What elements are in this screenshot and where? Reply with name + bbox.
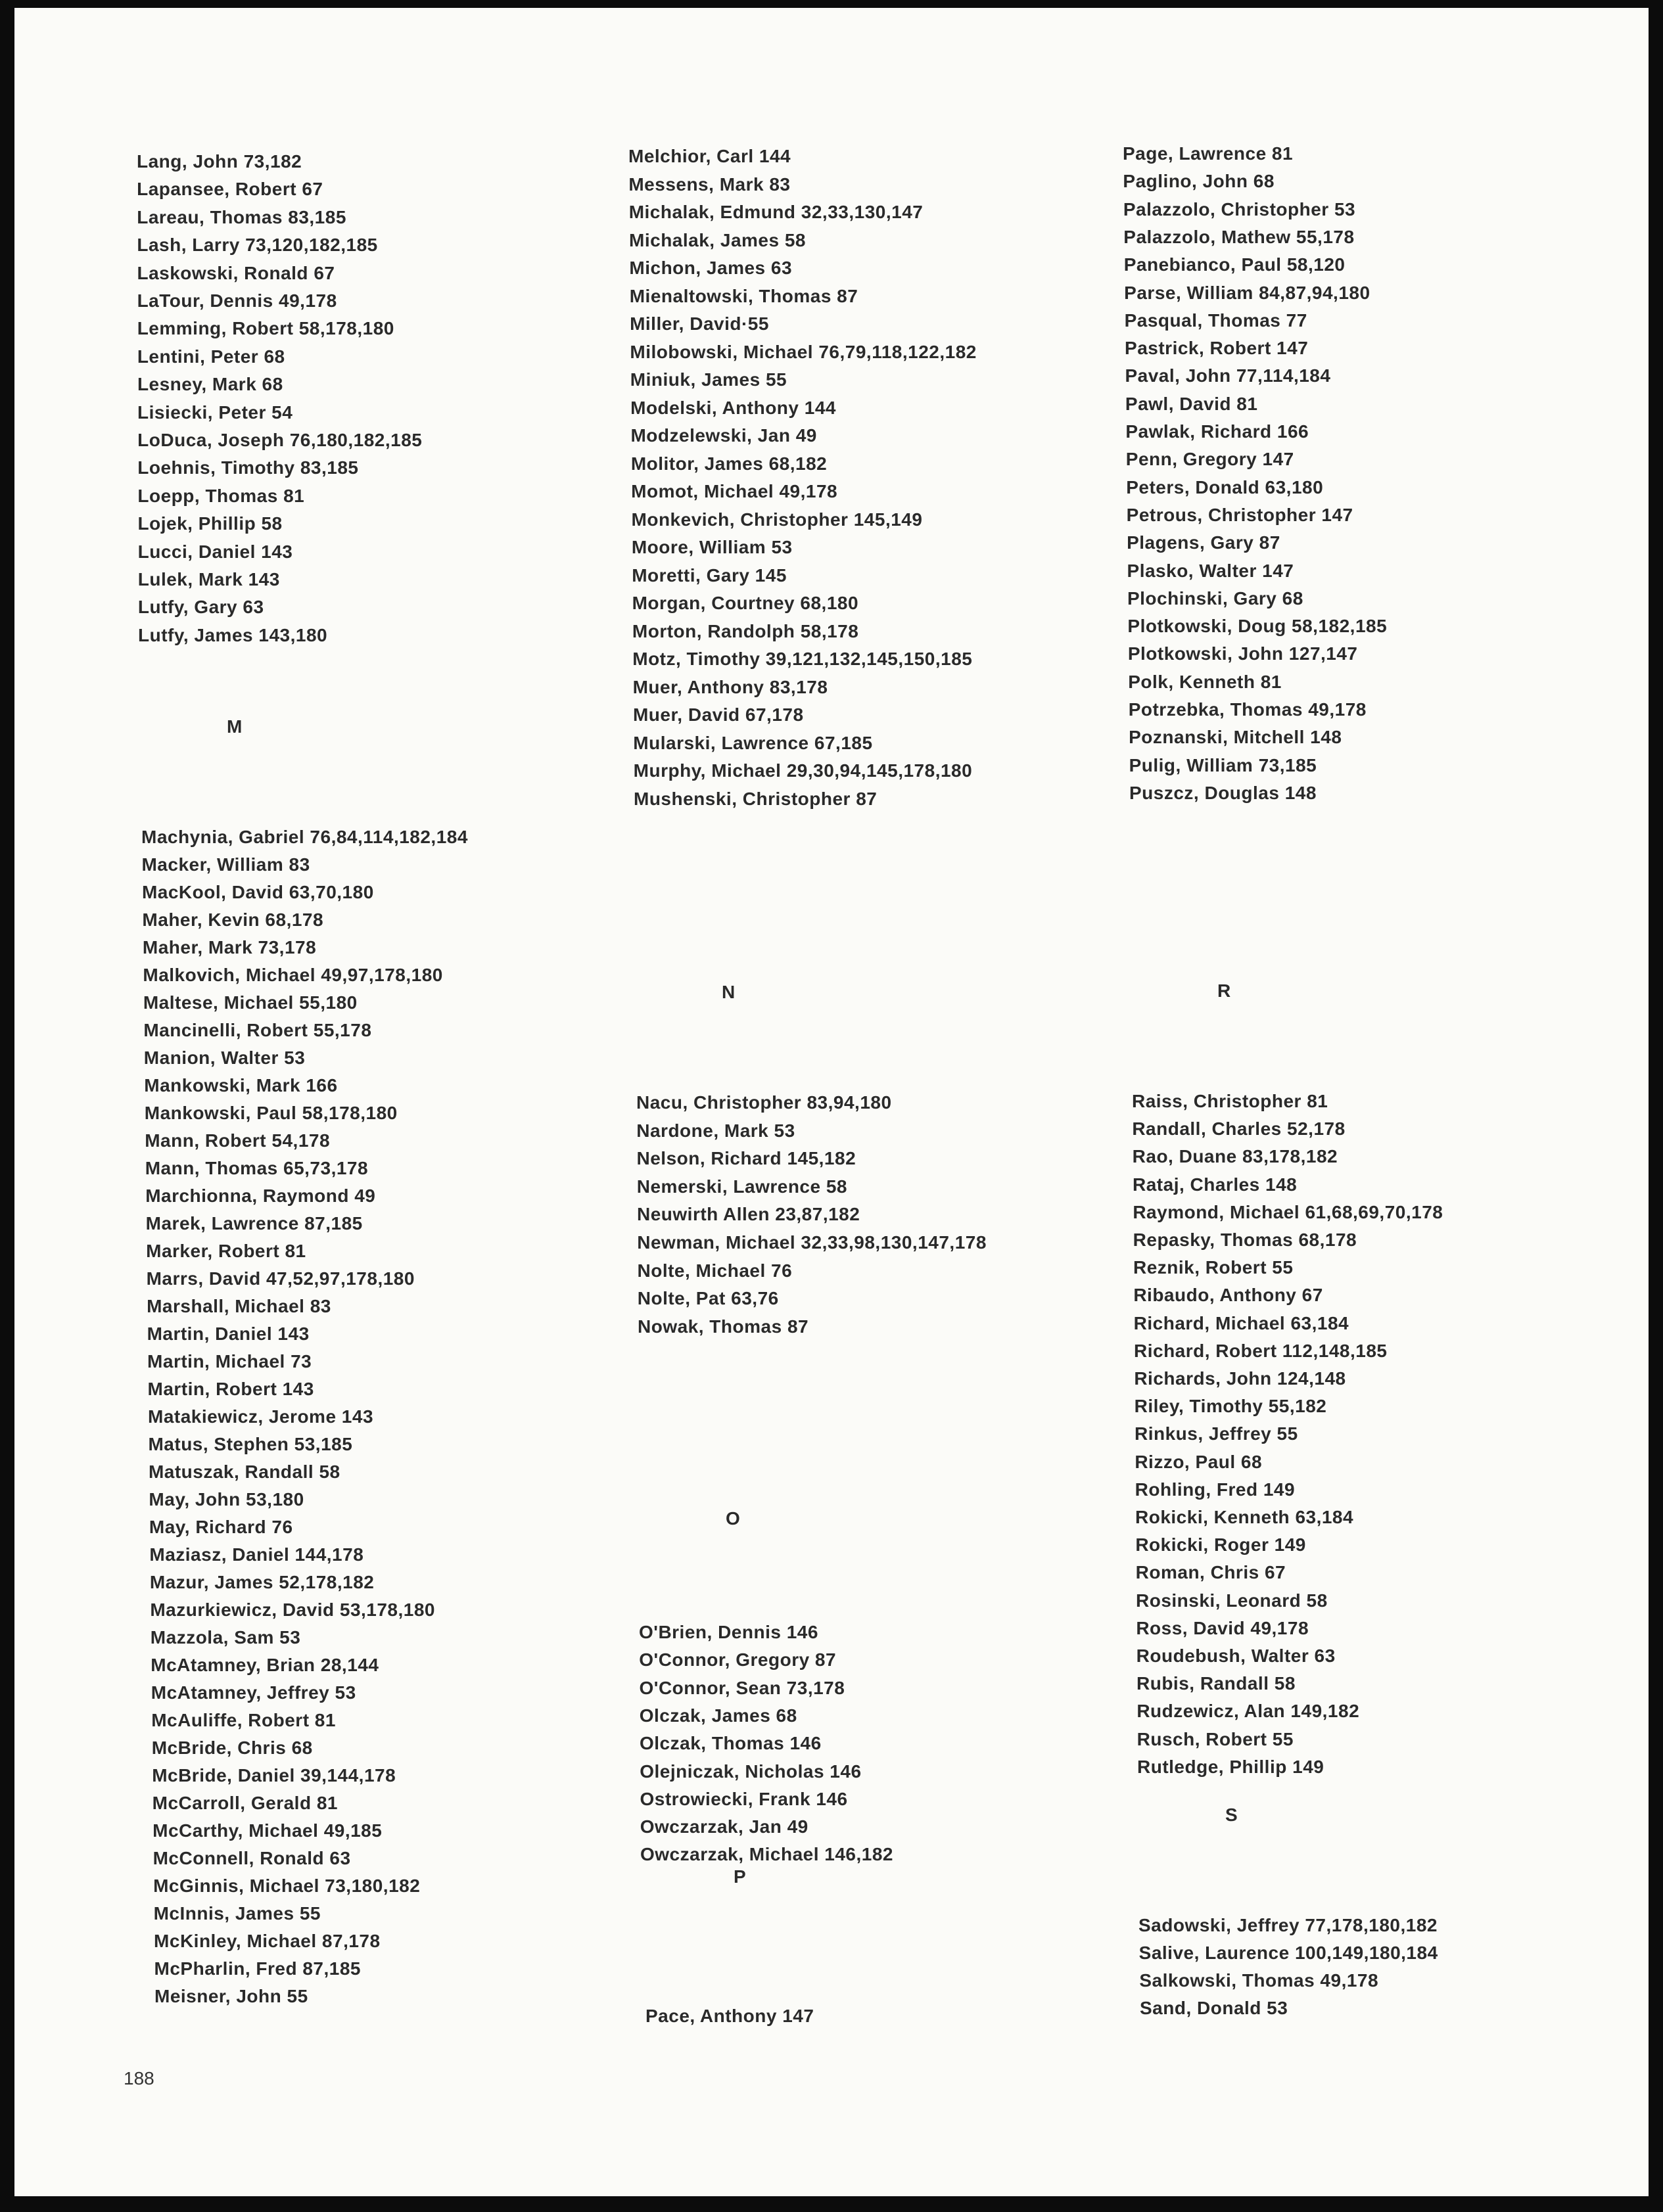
index-entry: Rutledge, Phillip 149 xyxy=(1137,1756,1324,1777)
index-entry: Melchior, Carl 144 xyxy=(628,146,791,166)
index-entry: Richards, John 124,148 xyxy=(1134,1368,1346,1389)
index-entry: Owczarzak, Michael 146,182 xyxy=(640,1844,893,1865)
index-entry: Palazzolo, Christopher 53 xyxy=(1123,198,1356,219)
index-entry: Plotkowski, John 127,147 xyxy=(1127,643,1358,664)
index-entry: Rokicki, Roger 149 xyxy=(1135,1534,1306,1555)
index-entry: Michalak, Edmund 32,33,130,147 xyxy=(628,202,924,222)
index-entry: Nelson, Richard 145,182 xyxy=(636,1148,856,1169)
index-entry: Olejniczak, Nicholas 146 xyxy=(640,1761,862,1782)
index-entry: Rao, Duane 83,178,182 xyxy=(1132,1146,1338,1167)
index-entry: Olczak, James 68 xyxy=(639,1705,797,1726)
index-entry: Martin, Michael 73 xyxy=(147,1351,312,1371)
index-entry: Rubis, Randall 58 xyxy=(1136,1673,1296,1694)
index-entry: Rokicki, Kenneth 63,184 xyxy=(1135,1507,1354,1527)
index-entry: McAtamney, Brian 28,144 xyxy=(151,1655,379,1675)
index-entry: Nowak, Thomas 87 xyxy=(638,1316,809,1337)
index-entry: Mankowski, Mark 166 xyxy=(144,1075,338,1095)
index-entry: Neuwirth Allen 23,87,182 xyxy=(637,1204,860,1225)
index-entry: Mushenski, Christopher 87 xyxy=(634,788,878,809)
index-entry: Morgan, Courtney 68,180 xyxy=(632,593,859,613)
index-entry: Maher, Mark 73,178 xyxy=(142,937,317,957)
index-entry: Pasqual, Thomas 77 xyxy=(1124,310,1307,331)
index-entry: Matus, Stephen 53,185 xyxy=(148,1434,353,1454)
index-entry: Raiss, Christopher 81 xyxy=(1132,1091,1328,1111)
index-entry: Raymond, Michael 61,68,69,70,178 xyxy=(1133,1201,1443,1222)
index-entry: McAuliffe, Robert 81 xyxy=(151,1710,336,1730)
index-entry: Lentini, Peter 68 xyxy=(137,346,285,367)
index-entry: Riley, Timothy 55,182 xyxy=(1134,1396,1327,1417)
index-entry: Petrous, Christopher 147 xyxy=(1126,504,1353,525)
index-entry: Panebianco, Paul 58,120 xyxy=(1123,254,1346,275)
index-entry: Roman, Chris 67 xyxy=(1135,1562,1286,1583)
index-entry: Pace, Anthony 147 xyxy=(645,2006,814,2026)
index-entry: McCarthy, Michael 49,185 xyxy=(152,1820,383,1841)
index-entry: Paval, John 77,114,184 xyxy=(1125,365,1331,386)
index-entry: McCarroll, Gerald 81 xyxy=(152,1793,338,1813)
index-entry: Newman, Michael 32,33,98,130,147,178 xyxy=(637,1232,987,1253)
index-entry: O'Connor, Gregory 87 xyxy=(639,1649,837,1671)
index-entry: Marchionna, Raymond 49 xyxy=(145,1186,376,1206)
index-entry: Murphy, Michael 29,30,94,145,178,180 xyxy=(633,760,973,781)
index-entry: Randall, Charles 52,178 xyxy=(1132,1118,1346,1140)
index-entry: McConnell, Ronald 63 xyxy=(152,1848,351,1868)
index-entry: McKinley, Michael 87,178 xyxy=(154,1931,381,1951)
index-entry: Owczarzak, Jan 49 xyxy=(640,1816,808,1837)
section-letter-o: O xyxy=(726,1508,740,1529)
index-entry: Manion, Walter 53 xyxy=(143,1048,306,1068)
index-entry: Modelski, Anthony 144 xyxy=(630,397,836,418)
index-entry: Ross, David 49,178 xyxy=(1136,1617,1309,1638)
index-entry: Reznik, Robert 55 xyxy=(1133,1257,1294,1278)
index-entry: Rohling, Fred 149 xyxy=(1135,1479,1296,1500)
index-entry: Nolte, Michael 76 xyxy=(637,1260,793,1281)
index-entry: Nardone, Mark 53 xyxy=(636,1120,795,1141)
index-entry: Muer, David 67,178 xyxy=(632,704,804,725)
index-entry: LaTour, Dennis 49,178 xyxy=(137,290,337,311)
index-entry: Rudzewicz, Alan 149,182 xyxy=(1136,1701,1360,1722)
section-letter-m: M xyxy=(227,716,243,737)
index-entry: Lucci, Daniel 143 xyxy=(137,541,293,562)
index-entry: McPharlin, Fred 87,185 xyxy=(154,1958,361,1979)
index-entry: Muer, Anthony 83,178 xyxy=(632,676,828,697)
index-entry: Loepp, Thomas 81 xyxy=(137,485,305,506)
index-entry: Monkevich, Christopher 145,149 xyxy=(631,509,923,530)
index-entry: McAtamney, Jeffrey 53 xyxy=(151,1682,356,1703)
index-entry: Salkowski, Thomas 49,178 xyxy=(1139,1970,1379,1991)
index-entry: Lang, John 73,182 xyxy=(137,151,302,172)
index-entry: Salive, Laurence 100,149,180,184 xyxy=(1138,1943,1438,1963)
index-entry: Matakiewicz, Jerome 143 xyxy=(148,1406,374,1427)
index-entry: Rosinski, Leonard 58 xyxy=(1136,1590,1328,1611)
index-entry: Richard, Robert 112,148,185 xyxy=(1134,1340,1388,1361)
index-entry: Maher, Kevin 68,178 xyxy=(142,910,324,930)
index-entry: Nolte, Pat 63,76 xyxy=(637,1288,779,1309)
index-entry: Martin, Daniel 143 xyxy=(147,1324,310,1344)
index-entry: Martin, Robert 143 xyxy=(147,1379,314,1399)
index-entry: Parse, William 84,87,94,180 xyxy=(1124,282,1370,303)
index-entry: Rataj, Charles 148 xyxy=(1133,1174,1298,1195)
index-entry: McInnis, James 55 xyxy=(153,1903,321,1924)
index-entry: Lemming, Robert 58,178,180 xyxy=(137,318,394,339)
index-entry: Roudebush, Walter 63 xyxy=(1136,1646,1336,1666)
index-entry: May, Richard 76 xyxy=(149,1517,293,1537)
index-entry: Lutfy, James 143,180 xyxy=(138,624,328,645)
index-entry: Peters, Donald 63,180 xyxy=(1126,476,1324,497)
index-entry: Plochinski, Gary 68 xyxy=(1127,588,1303,609)
index-entry: Repasky, Thomas 68,178 xyxy=(1133,1230,1357,1250)
index-entry: Modzelewski, Jan 49 xyxy=(630,425,817,446)
index-entry: O'Brien, Dennis 146 xyxy=(639,1622,818,1642)
index-entry: Mancinelli, Robert 55,178 xyxy=(143,1020,372,1040)
index-entry: Milobowski, Michael 76,79,118,122,182 xyxy=(630,341,977,362)
index-entry: Lareau, Thomas 83,185 xyxy=(137,206,346,227)
index-entry: Moretti, Gary 145 xyxy=(632,565,787,586)
index-entry: Mazurkiewicz, David 53,178,180 xyxy=(150,1600,436,1620)
index-entry: Sand, Donald 53 xyxy=(1140,1998,1288,2018)
index-entry: MacKool, David 63,70,180 xyxy=(141,882,374,902)
index-entry: McBride, Daniel 39,144,178 xyxy=(152,1765,396,1786)
index-entry: Marshall, Michael 83 xyxy=(147,1296,331,1316)
index-entry: May, John 53,180 xyxy=(149,1489,304,1509)
index-entry: Laskowski, Ronald 67 xyxy=(137,262,335,283)
index-entry: Lisiecki, Peter 54 xyxy=(137,402,293,423)
index-entry: Potrzebka, Thomas 49,178 xyxy=(1128,699,1367,720)
index-entry: Plotkowski, Doug 58,182,185 xyxy=(1127,616,1388,637)
index-entry: Plagens, Gary 87 xyxy=(1127,532,1280,553)
index-entry: Pawlak, Richard 166 xyxy=(1125,421,1309,442)
index-entry: Ribaudo, Anthony 67 xyxy=(1133,1285,1323,1306)
index-entry: Rizzo, Paul 68 xyxy=(1135,1451,1263,1472)
index-entry: Momot, Michael 49,178 xyxy=(631,481,838,501)
index-entry: LoDuca, Joseph 76,180,182,185 xyxy=(137,430,423,450)
index-entry: Page, Lawrence 81 xyxy=(1123,143,1294,164)
section-letter-p: P xyxy=(734,1866,746,1887)
index-entry: Mazur, James 52,178,182 xyxy=(149,1572,375,1592)
index-entry: Polk, Kenneth 81 xyxy=(1128,671,1282,692)
index-entry: McGinnis, Michael 73,180,182 xyxy=(153,1876,421,1896)
index-entry: Lapansee, Robert 67 xyxy=(137,179,323,200)
index-entry: Puszcz, Douglas 148 xyxy=(1129,782,1317,803)
index-entry: Macker, William 83 xyxy=(141,854,310,875)
index-entry: Rusch, Robert 55 xyxy=(1136,1728,1294,1749)
index-entry: Paglino, John 68 xyxy=(1123,171,1275,192)
index-entry: Loehnis, Timothy 83,185 xyxy=(137,457,359,478)
index-entry: Morton, Randolph 58,178 xyxy=(632,620,859,641)
index-entry: Olczak, Thomas 146 xyxy=(640,1733,822,1754)
index-entry: Lojek, Phillip 58 xyxy=(137,513,283,534)
page-number: 188 xyxy=(124,2068,154,2088)
index-entry: Poznanski, Mitchell 148 xyxy=(1129,727,1342,748)
section-letter-r: R xyxy=(1217,980,1231,1001)
section-letter-n: N xyxy=(722,982,736,1002)
index-entry: Marker, Robert 81 xyxy=(146,1241,306,1261)
index-entry: O'Connor, Sean 73,178 xyxy=(639,1677,845,1698)
index-entry: Nemerski, Lawrence 58 xyxy=(636,1176,847,1197)
index-entry: Pastrick, Robert 147 xyxy=(1125,338,1309,359)
index-entry: Rinkus, Jeffrey 55 xyxy=(1135,1423,1298,1444)
index-entry: Lesney, Mark 68 xyxy=(137,374,283,395)
index-entry: Miniuk, James 55 xyxy=(630,369,787,390)
index-entry: Plasko, Walter 147 xyxy=(1127,560,1294,581)
index-entry: Michon, James 63 xyxy=(629,258,793,278)
index-entry: Mankowski, Paul 58,178,180 xyxy=(144,1103,398,1123)
index-entry: Pawl, David 81 xyxy=(1125,393,1258,414)
index-entry: Miller, David·55 xyxy=(630,313,769,334)
index-entry: McBride, Chris 68 xyxy=(151,1738,313,1758)
index-entry: Matuszak, Randall 58 xyxy=(148,1462,340,1482)
index-entry: Lash, Larry 73,120,182,185 xyxy=(137,235,378,256)
section-letter-s: S xyxy=(1225,1805,1238,1825)
index-entry: Messens, Mark 83 xyxy=(628,173,791,195)
index-entry: Motz, Timothy 39,121,132,145,150,185 xyxy=(632,649,973,669)
index-entry: Mazzola, Sam 53 xyxy=(150,1627,301,1647)
index-entry: Marrs, David 47,52,97,178,180 xyxy=(146,1268,415,1289)
index-entry: Michalak, James 58 xyxy=(629,229,806,250)
index-entry: Lulek, Mark 143 xyxy=(137,569,280,589)
index-entry: Mularski, Lawrence 67,185 xyxy=(633,732,873,753)
index-entry: Ostrowiecki, Frank 146 xyxy=(640,1788,848,1809)
index-entry: Marek, Lawrence 87,185 xyxy=(145,1213,363,1233)
index-entry: Meisner, John 55 xyxy=(154,1986,308,2006)
index-entry: Mann, Robert 54,178 xyxy=(145,1130,331,1151)
index-entry: Palazzolo, Mathew 55,178 xyxy=(1123,226,1355,247)
index-entry: Penn, Gregory 147 xyxy=(1125,449,1294,470)
index-entry: Molitor, James 68,182 xyxy=(630,453,828,474)
index-entry: Maziasz, Daniel 144,178 xyxy=(149,1544,364,1565)
index-entry: Nacu, Christopher 83,94,180 xyxy=(636,1092,892,1113)
index-entry: Sadowski, Jeffrey 77,178,180,182 xyxy=(1138,1915,1438,1935)
index-entry: Mienaltowski, Thomas 87 xyxy=(629,285,858,306)
index-entry: Malkovich, Michael 49,97,178,180 xyxy=(143,965,443,985)
index-entry: Mann, Thomas 65,73,178 xyxy=(145,1158,369,1178)
index-entry: Moore, William 53 xyxy=(631,537,793,557)
index-entry: Pulig, William 73,185 xyxy=(1129,754,1317,775)
index-entry: Richard, Michael 63,184 xyxy=(1133,1312,1349,1333)
index-entry: Maltese, Michael 55,180 xyxy=(143,992,358,1013)
index-entry: Machynia, Gabriel 76,84,114,182,184 xyxy=(141,827,468,847)
index-entry: Lutfy, Gary 63 xyxy=(137,597,264,618)
